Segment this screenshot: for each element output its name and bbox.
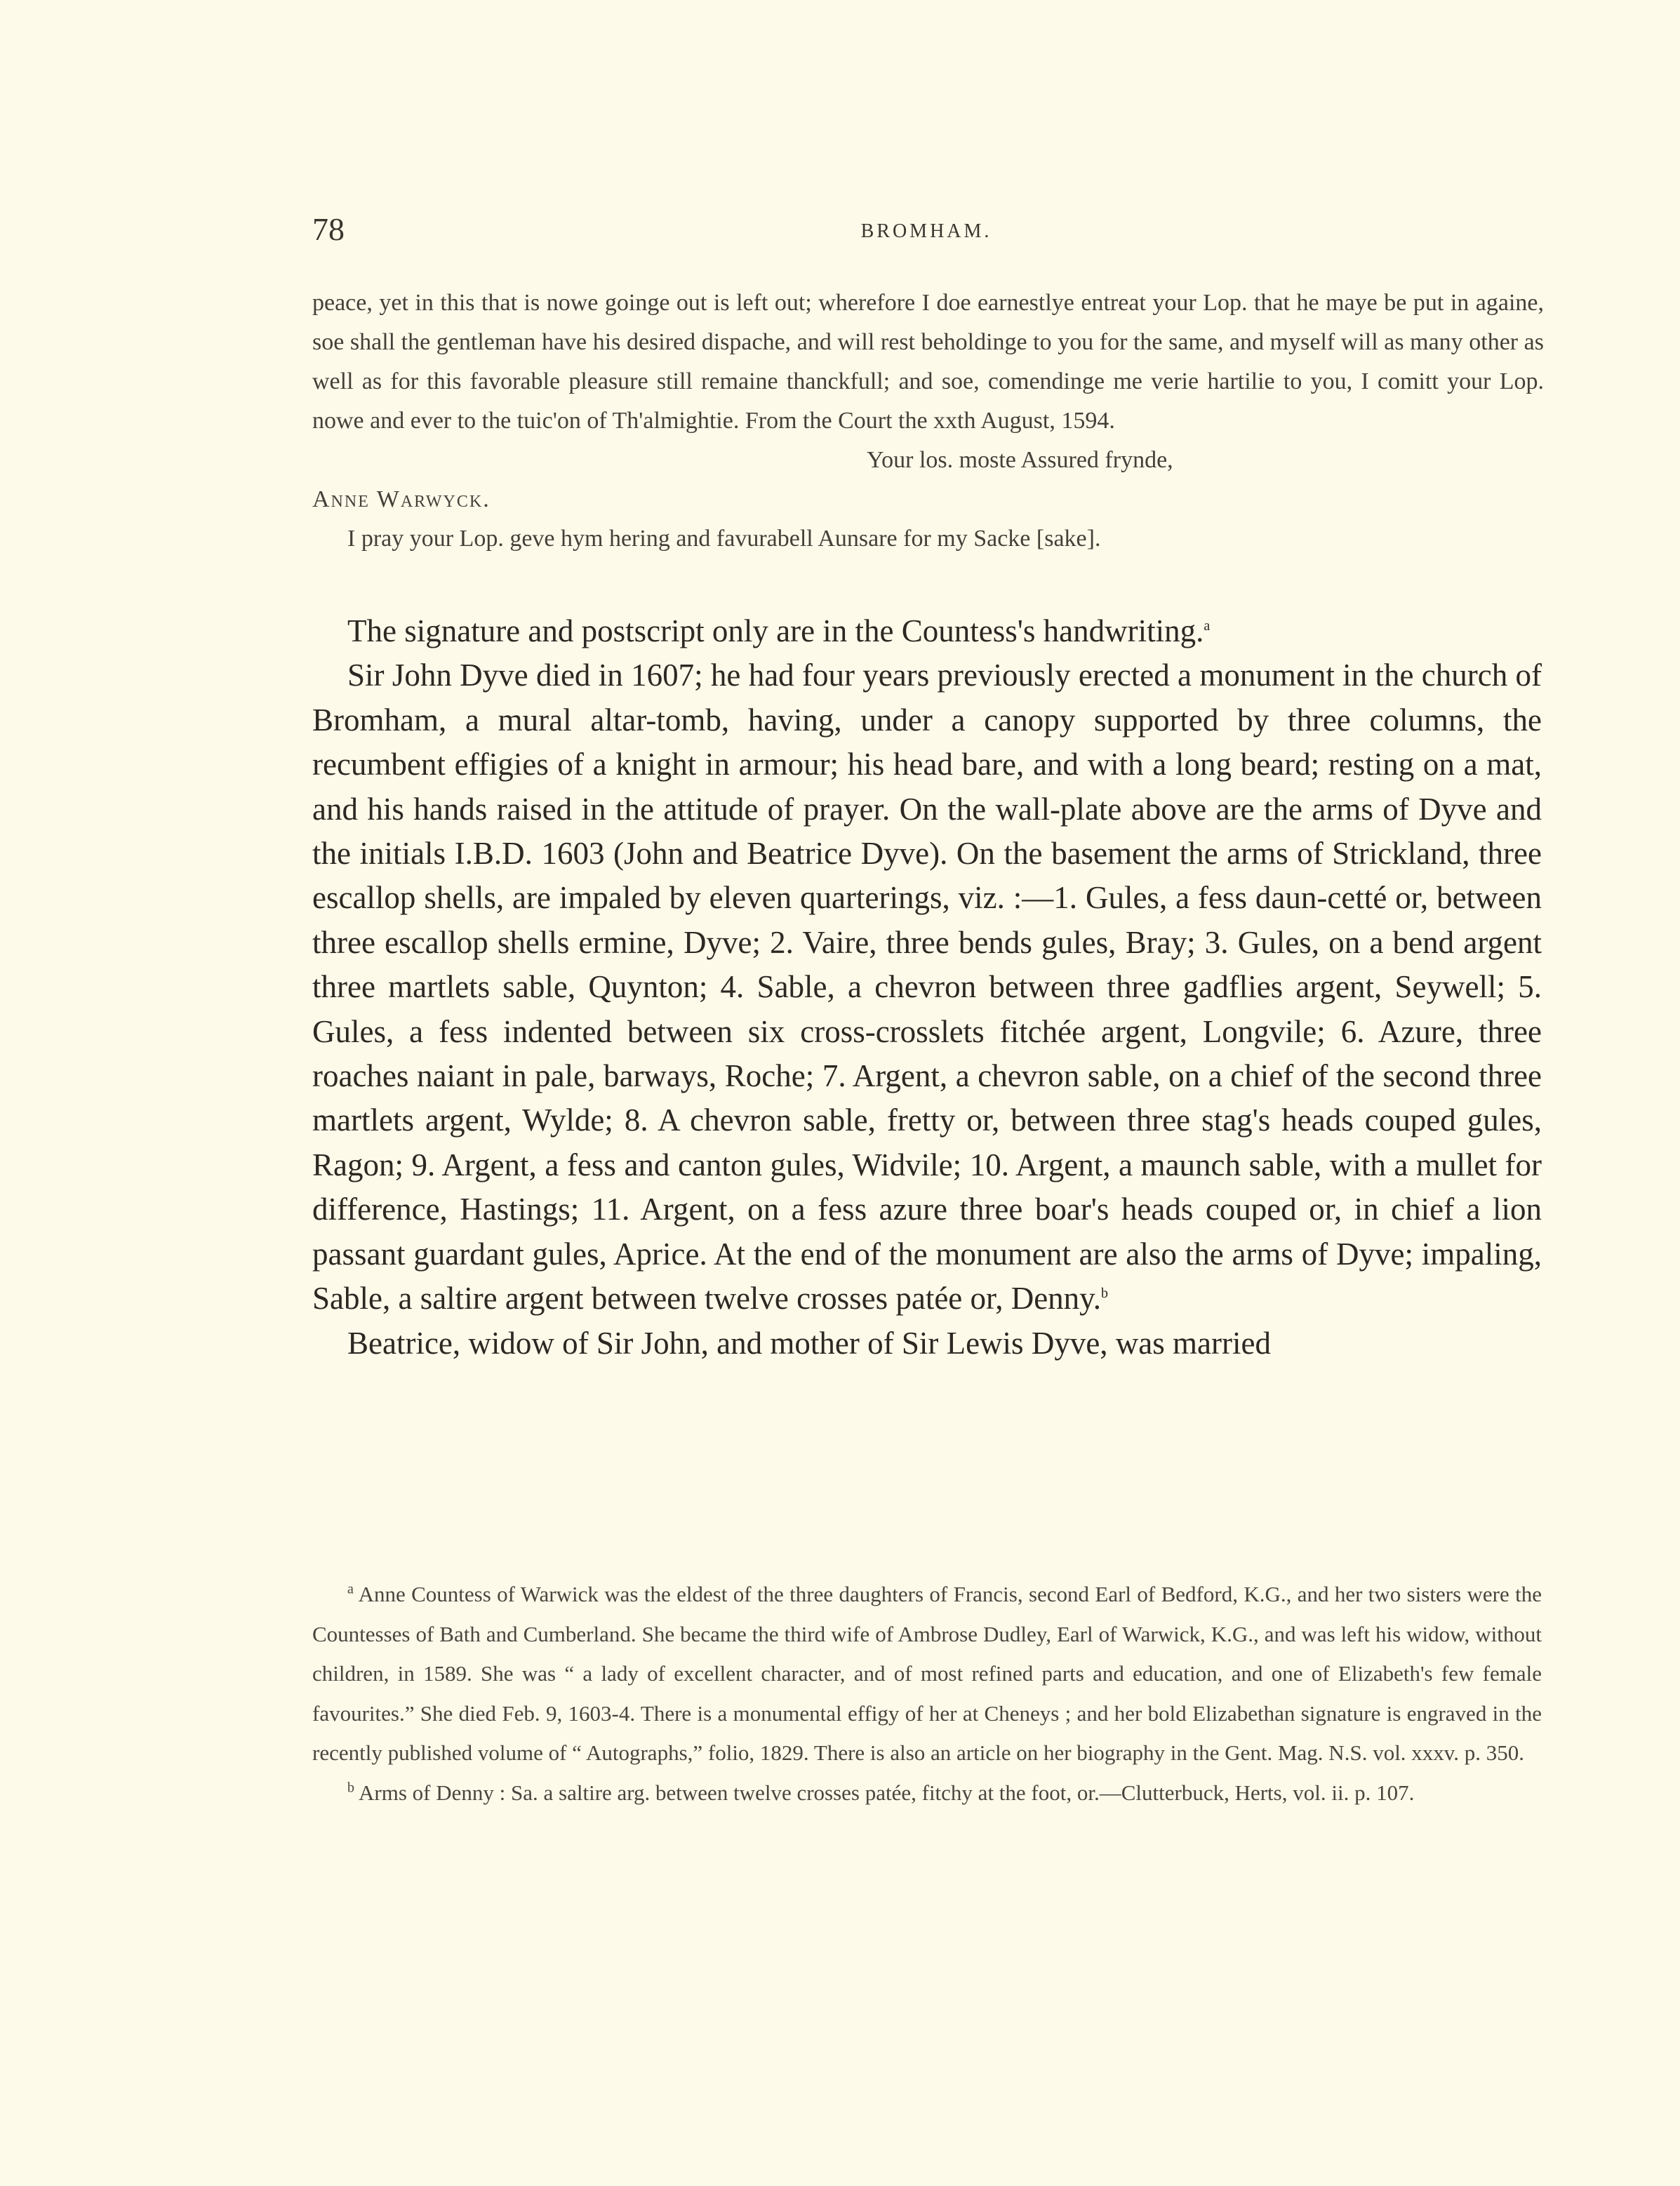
footnotes xyxy=(312,1575,1542,1813)
main-paragraph xyxy=(312,653,1542,1321)
quoted-letter xyxy=(312,284,1544,559)
running-head: BROMHAM. xyxy=(860,220,992,242)
footnote xyxy=(312,1773,1542,1813)
main-paragraph: Beatrice, widow of Sir John, and mother of Sir Lewis Dyve, was married xyxy=(347,1325,1271,1361)
letter-body: peace, yet in this that is nowe goinge out is left out; wherefore I doe earnestlye entreat your Lop. that he maye be put in againe, soe shall the gentleman have his desired dispache, and will rest beholdinge to you for the same, and myself will as many other as well as for this favorable pleasure still remaine thanckfull; and soe, comendinge me verie hartilie to you, I comitt your Lop. nowe and ever to the tuic'on of Th'almightie. From the Court the xxth August, 1594. xyxy=(312,290,1544,434)
letter-closing: Your los. moste Assured frynde, xyxy=(867,447,1173,473)
paragraph-text: The signature and postscript only are in the Countess's handwriting. xyxy=(347,613,1204,648)
letter-signature: Anne Warwyck. xyxy=(312,486,491,512)
footnote-text: Arms of Denny : Sa. a saltire arg. between twelve crosses patée, fitchy at the foot, or.—Clutterbuck, Herts, vol. ii. p. 107. xyxy=(359,1780,1415,1805)
paragraph-text: Sir John Dyve died in 1607; he had four years previously erected a monument in the church of Bromham, a mural altar-tomb, having, under a canopy supported by three columns, the recumbent effigies of a knight in armour; his head bare, and with a long beard; resting on a mat, and his hands raised in the attitude of prayer. On the wall-plate above are the arms of Dyve and the initials I.B.D. 1603 (John and Beatrice Dyve). On the basement the arms of Strickland, three escallop shells, are impaled by eleven quarterings, viz. :—1. Gules, a fess daun-cetté or, between three escallop shells ermine, Dyve; 2. Vaire, three bends gules, Bray; 3. Gules, on a bend argent three martlets sable, Quynton; 4. Sable, a chevron between three gadflies argent, Seywell; 5. Gules, a fess indented between six cross-crosslets fitchée argent, Longvile; 6. Azure, three roaches naiant in pale, barways, Roche; 7. Argent, a chevron sable, on a chief of the second three martlets argent, Wylde; 8. A chevron sable, fretty or, between three stag's heads couped gules, Ragon; 9. Argent, a fess and canton gules, Widvile; 10. Argent, a maunch sable, with a mullet for difference, Hastings; 11. Argent, on a fess azure three boar's heads couped or, in chief a lion passant guardant gules, Aprice. At the end of the monument are also the arms of Dyve; impaling, Sable, a saltire argent between twelve crosses patée or, Denny. xyxy=(312,658,1542,1317)
main-text xyxy=(312,609,1542,1366)
footnote-mark: a xyxy=(347,1581,354,1597)
footnote-ref-b[interactable]: b xyxy=(1101,1286,1109,1302)
main-paragraph xyxy=(312,609,1542,653)
page-header xyxy=(312,211,1540,253)
footnote xyxy=(312,1575,1542,1773)
footnote-ref-a[interactable]: a xyxy=(1204,618,1211,634)
page-number: 78 xyxy=(312,211,345,247)
footnote-mark: b xyxy=(347,1780,354,1796)
footnote-text: Anne Countess of Warwick was the eldest of the three daughters of Francis, second Earl of Bedford, K.G., and her two sisters were the Countesses of Bath and Cumberland. She became the third wife of Ambrose Dudley, Earl of Warwick, K.G., and was left his widow, without children, in 1589. She was “ a lady of excellent character, and of most refined parts and education, and one of Elizabeth's few female favourites.” She died Feb. 9, 1603-4. There is a monumental effigy of her at Cheneys ; and her bold Elizabethan signature is engraved in the recently published volume of “ Autographs,” folio, 1829. There is also an article on her biography in the Gent. Mag. N.S. vol. xxxv. p. 350. xyxy=(312,1582,1542,1766)
letter-postscript: I pray your Lop. geve hym hering and favurabell Aunsare for my Sacke [sake]. xyxy=(347,526,1101,552)
